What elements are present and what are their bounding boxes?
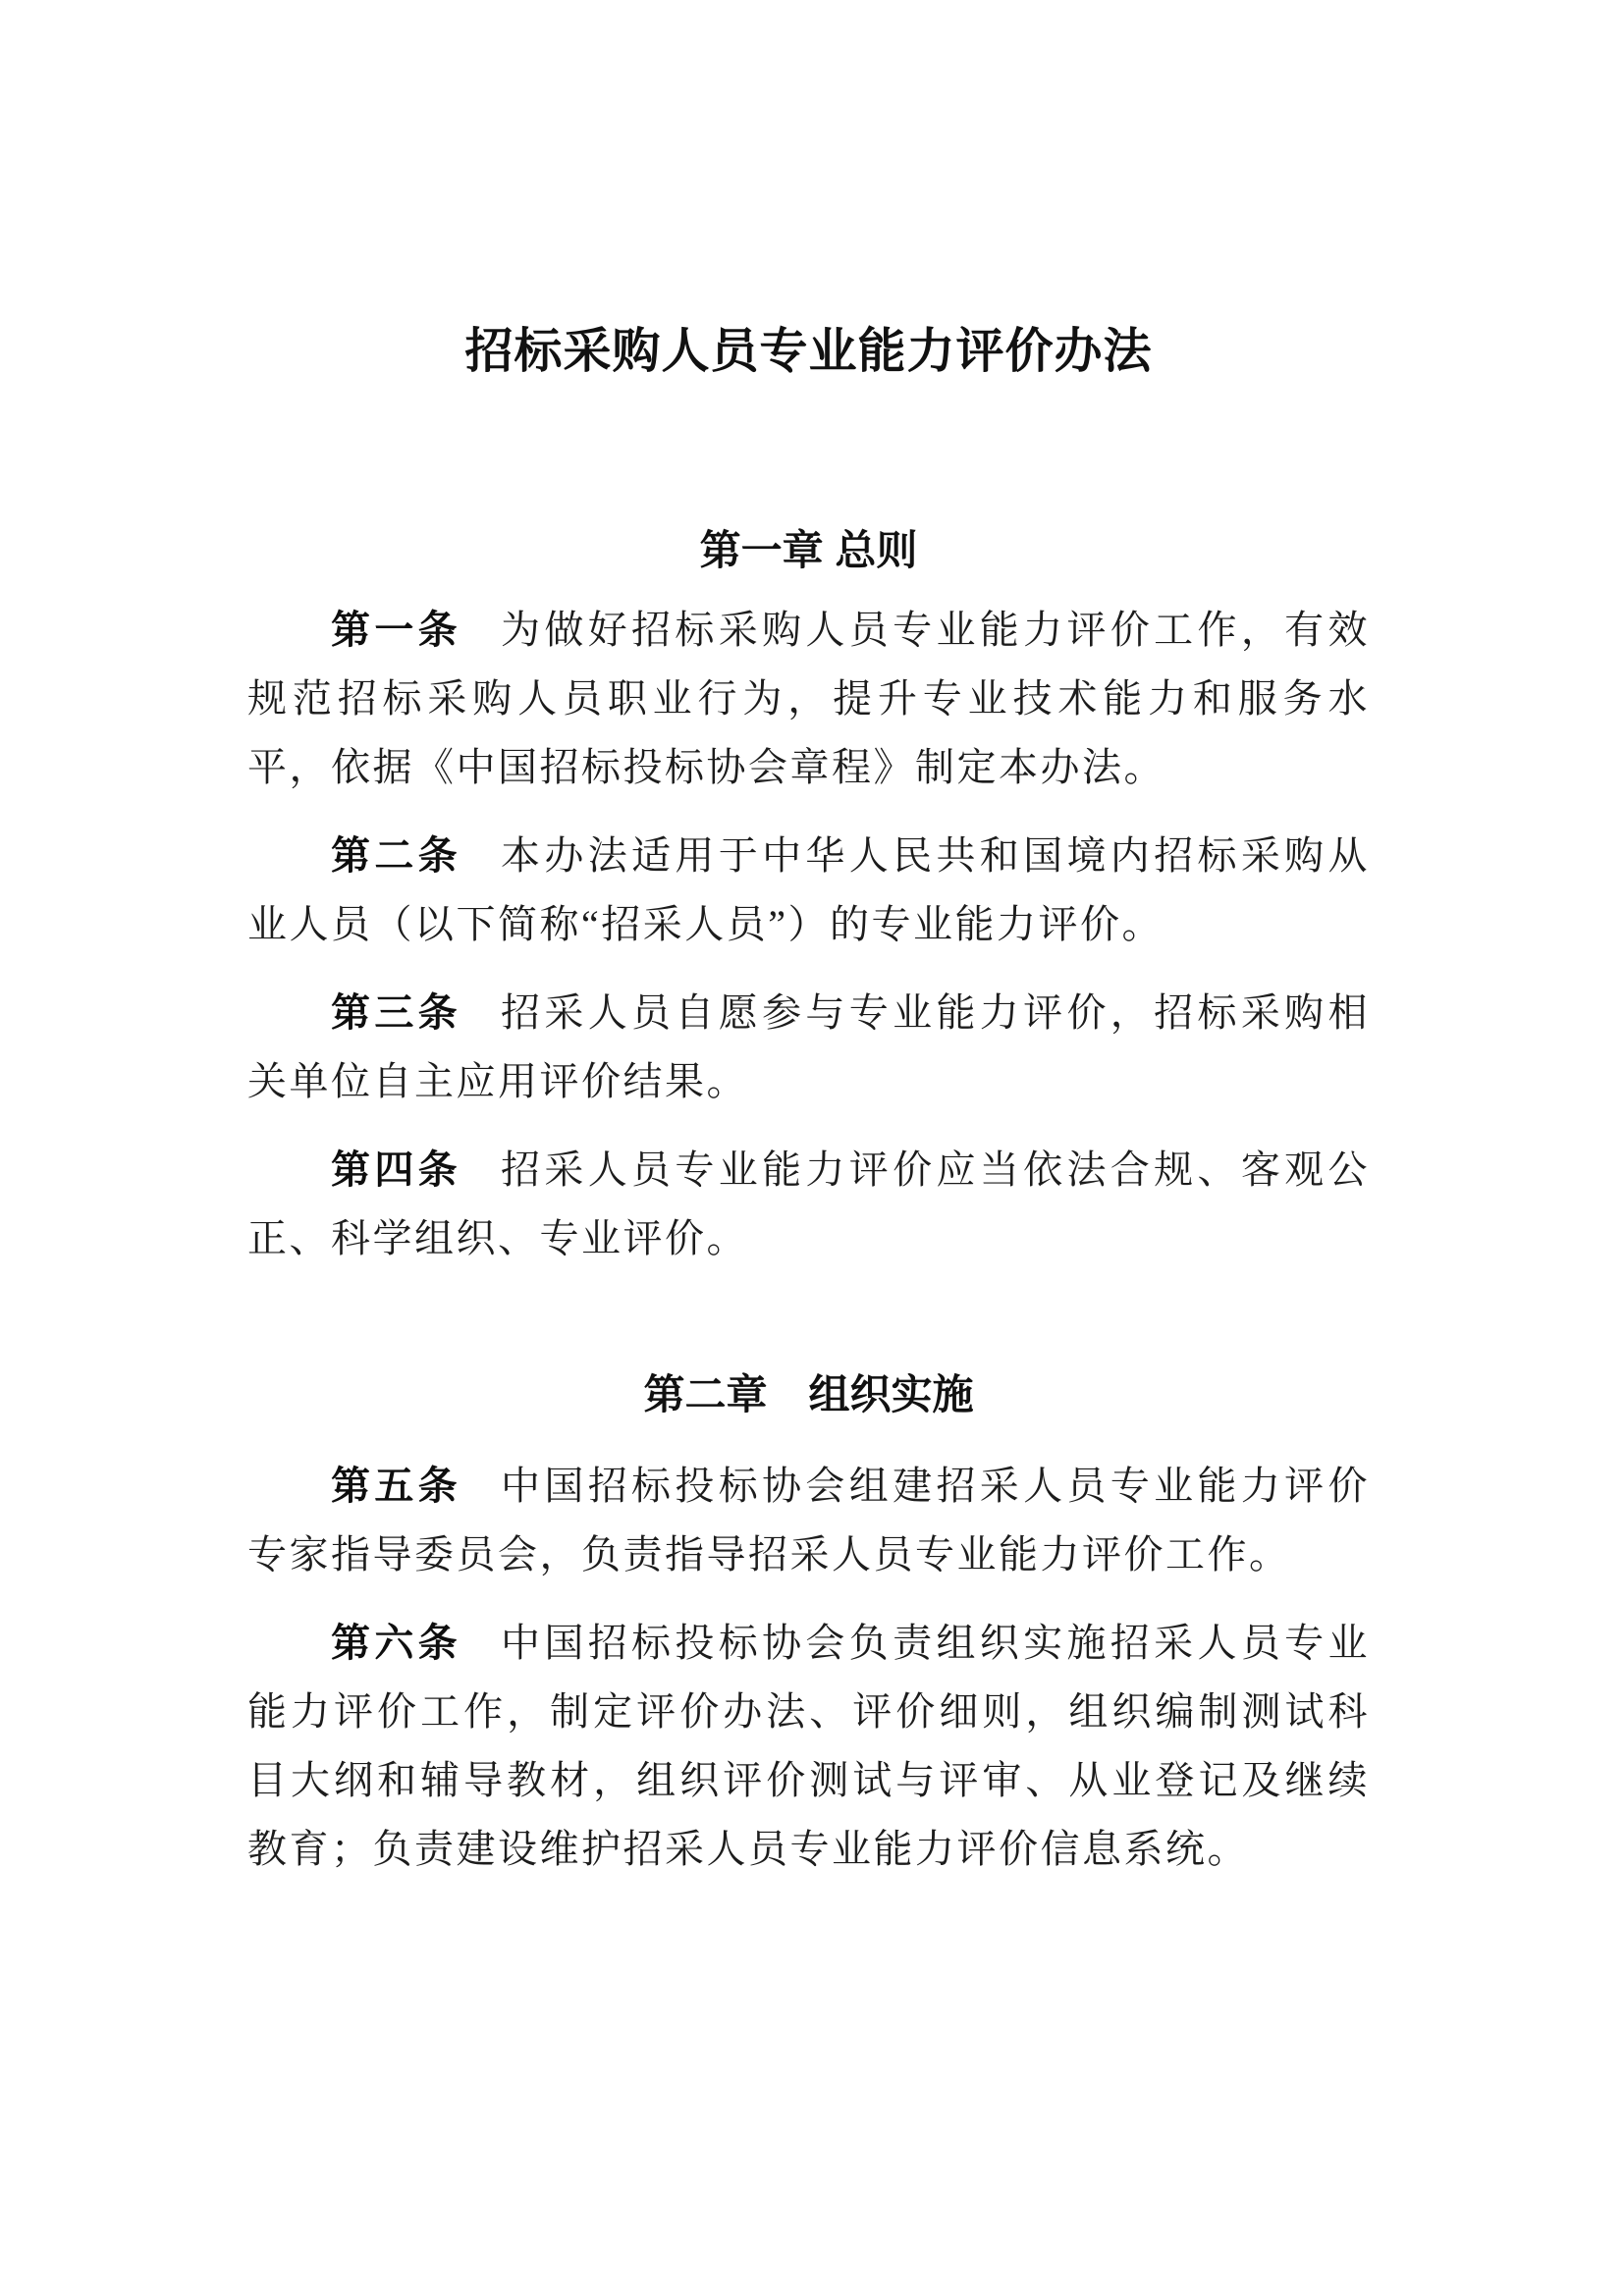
document-body <box>247 0 1370 2296</box>
article-6 <box>247 1609 1370 1884</box>
article-3-label: 第三条 <box>331 990 462 1035</box>
article-6-label: 第六条 <box>331 1621 462 1665</box>
article-1-label: 第一条 <box>331 608 462 652</box>
article-1 <box>247 596 1370 802</box>
article-2 <box>247 822 1370 959</box>
article-2-text: 本办法适用于中华人民共和国境内招标采购从业人员（以下简称“招采人员”）的专业能力评价。 <box>247 833 1371 946</box>
article-4 <box>247 1136 1370 1273</box>
article-4-label: 第四条 <box>331 1148 462 1192</box>
article-4-text: 招采人员专业能力评价应当依法合规、客观公正、科学组织、专业评价。 <box>247 1148 1371 1260</box>
page-title: 招标采购人员专业能力评价办法 <box>464 325 1153 378</box>
article-6-text: 中国招标投标协会负责组织实施招采人员专业能力评价工作，制定评价办法、评价细则，组织编制测试科目大纲和辅导教材，组织评价测试与评审、从业登记及继续教育；负责建设维护招采人员专业能力评价信息系统。 <box>247 1621 1371 1871</box>
article-1-text: 为做好招标采购人员专业能力评价工作，有效规范招标采购人员职业行为，提升专业技术能力和服务水平，依据《中国招标投标协会章程》制定本办法。 <box>247 608 1371 789</box>
article-5 <box>247 1452 1370 1589</box>
article-3-text: 招采人员自愿参与专业能力评价，招标采购相关单位自主应用评价结果。 <box>247 990 1371 1103</box>
article-5-label: 第五条 <box>331 1464 462 1508</box>
article-3 <box>247 979 1370 1116</box>
chapter-2-heading: 第二章 组织实施 <box>643 1371 974 1417</box>
chapter-1-heading: 第一章 总则 <box>699 527 918 573</box>
article-5-text: 中国招标投标协会组建招采人员专业能力评价专家指导委员会，负责指导招采人员专业能力评价工作。 <box>247 1464 1371 1576</box>
article-2-label: 第二条 <box>331 833 462 878</box>
